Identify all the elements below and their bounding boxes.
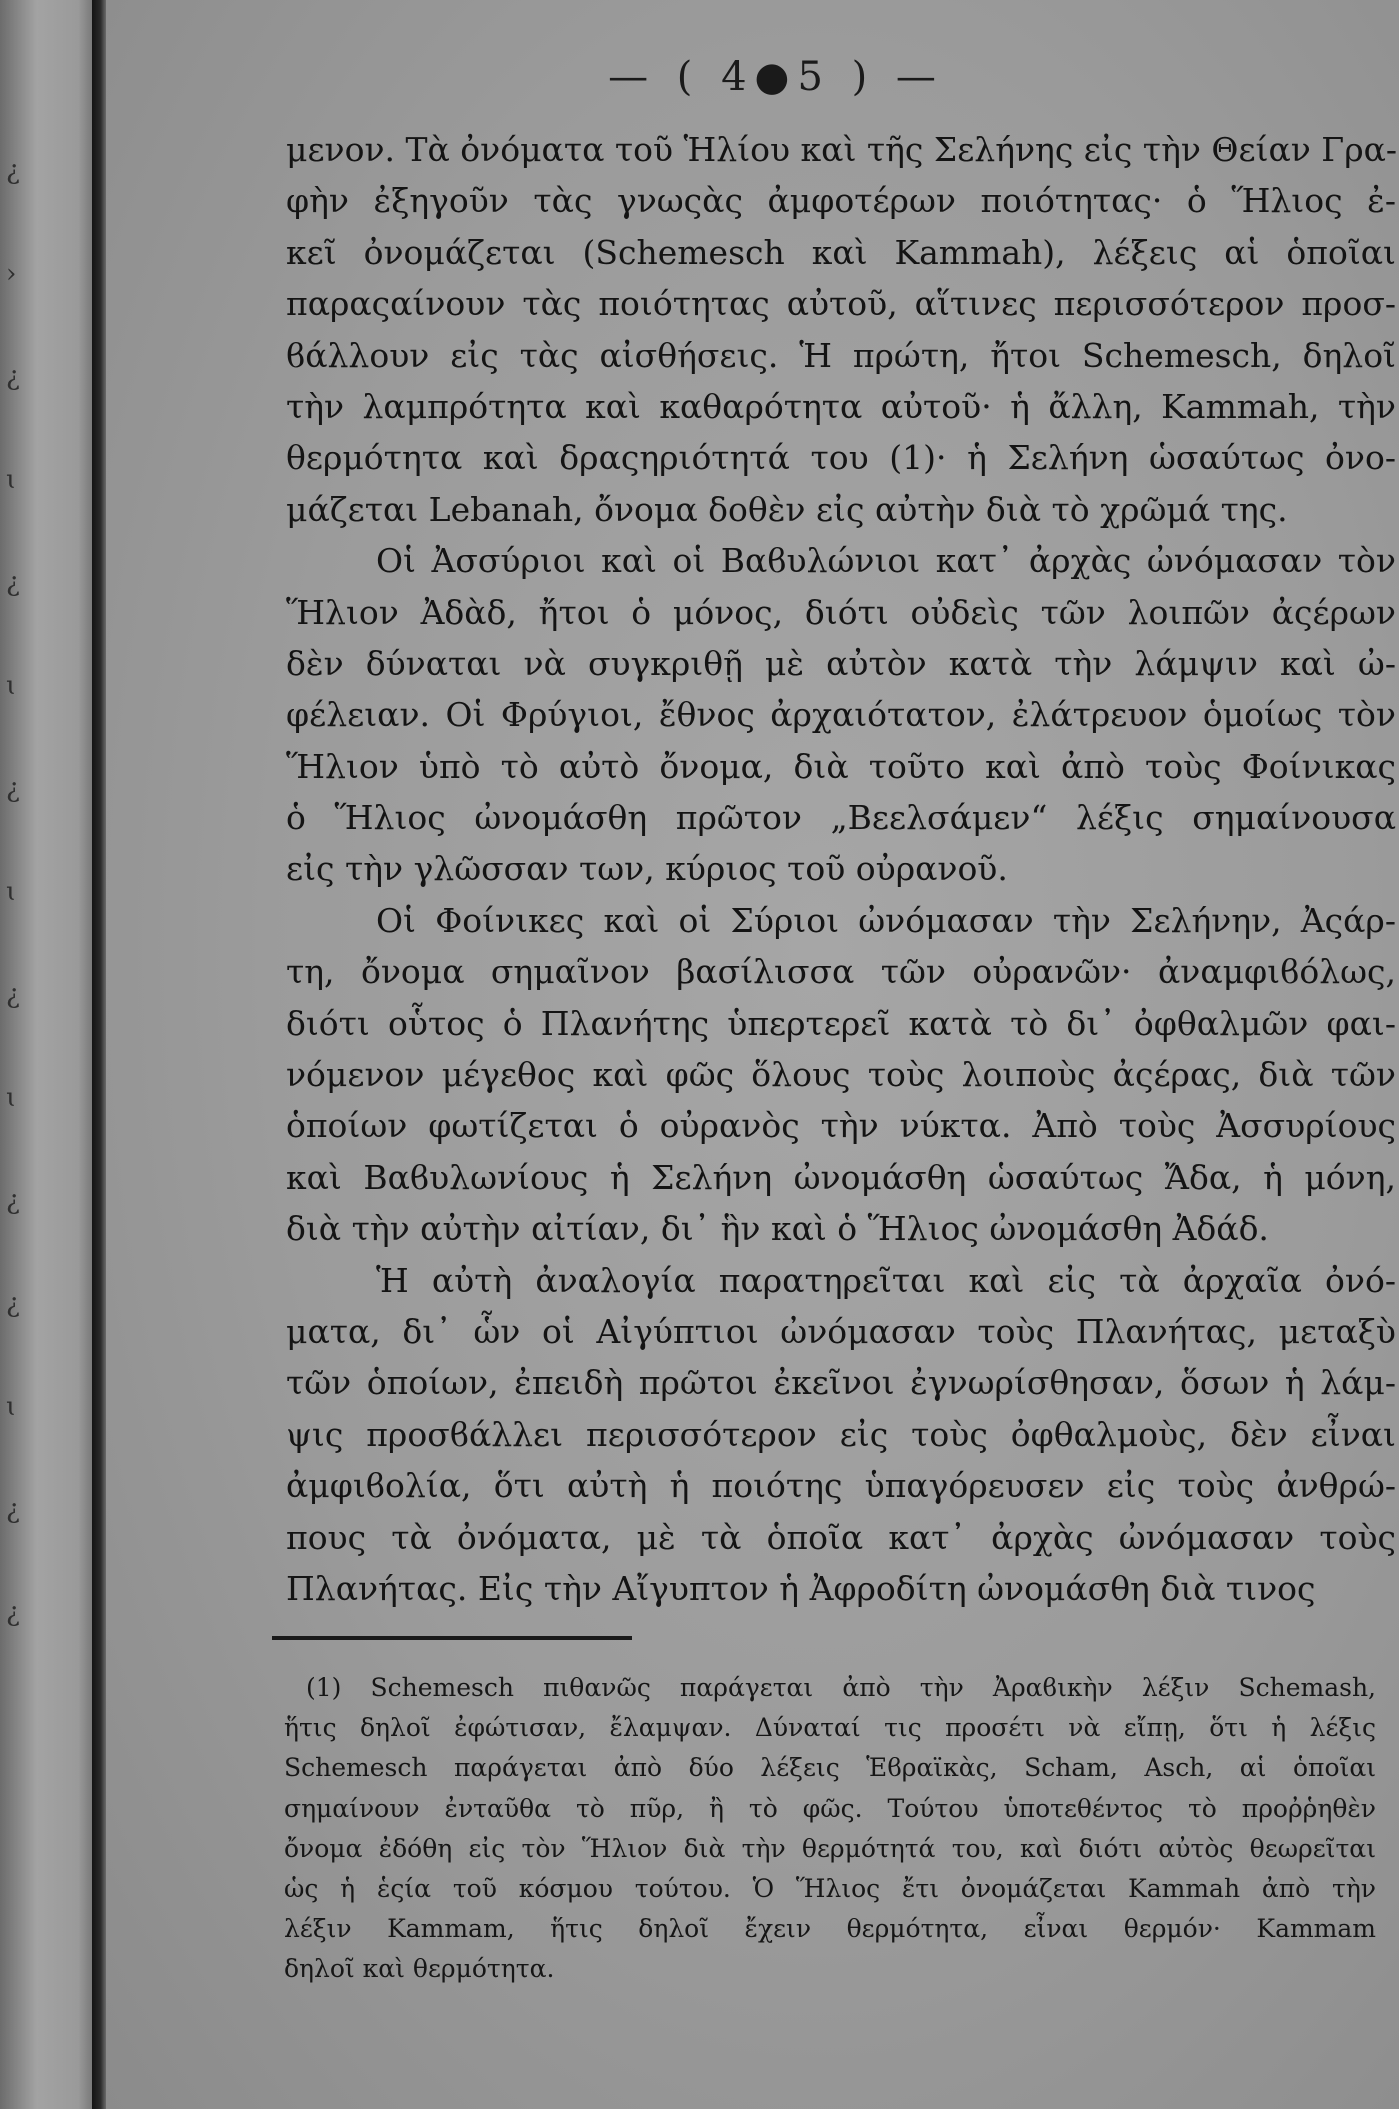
previous-page-glyph: ɩ	[6, 465, 17, 495]
previous-page-glyph: ›	[6, 259, 17, 289]
text-line: θερμότητα καὶ δραςηριότητά του (1)· ἡ Σελήνη ὡσαύτως ὀνο-	[286, 438, 1396, 478]
text-line: ϐάλλουν εἰς τὰς αἰσθήσεις. Ἡ πρώτη, ἤτοι Schemesch, δηλοῖ	[286, 335, 1396, 375]
previous-page-glyph: ɩ	[6, 1392, 17, 1422]
previous-page-edge	[0, 0, 92, 2109]
footnote-line: σημαίνουν ἐνταῦθα τὸ πῦρ, ἢ τὸ φῶς. Τούτου ὑποτεθέντος τὸ προῤῥηθὲν	[284, 1793, 1376, 1823]
previous-page-glyph: ¿	[6, 156, 20, 186]
text-line: φὴν ἐξηγοῦν τὰς γνωςὰς ἀμφοτέρων ποιότητας· ὁ Ἥλιος ἐ-	[286, 181, 1396, 221]
previous-page-glyph: ¿	[6, 774, 20, 804]
text-line: Ἥλιον Ἀδὰδ, ἤτοι ὁ μόνος, διότι οὐδεὶς τῶν λοιπῶν ἀςέρων	[286, 592, 1396, 632]
text-line: ψις προσϐάλλει περισσότερον εἰς τοὺς ὀφθαλμοὺς, δὲν εἶναι	[286, 1414, 1396, 1454]
previous-page-glyph: ɩ	[6, 671, 17, 701]
text-line: ἀμφιϐολία, ὅτι αὐτὴ ἡ ποιότης ὑπαγόρευσεν εἰς τοὺς ἀνθρώ-	[286, 1466, 1396, 1506]
footnote-line: Schemesch παράγεται ἀπὸ δύο λέξεις Ἑϐραϊκὰς, Scham, Asch, αἱ ὁποῖαι	[284, 1753, 1376, 1783]
footnote-divider	[272, 1636, 632, 1640]
text-line: ὁποίων φωτίζεται ὁ οὐρανὸς τὴν νύκτα. Ἀπὸ τοὺς Ἀσσυρίους	[286, 1106, 1396, 1146]
previous-page-glyph: ¿	[6, 1598, 20, 1628]
text-line: ματα, δι᾽ ὧν οἱ Αἰγύπτιοι ὠνόμασαν τοὺς Πλανήτας, μεταξὺ	[286, 1311, 1396, 1351]
previous-page-glyph: ¿	[6, 1289, 20, 1319]
previous-page-marks	[6, 120, 26, 1665]
text-line: νόμενον μέγεθος καὶ φῶς ὅλους τοὺς λοιποὺς ἀςέρας, διὰ τῶν	[286, 1055, 1396, 1095]
main-text-block	[286, 124, 1396, 1614]
footnote-line: δηλοῖ καὶ θερμότητα.	[284, 1954, 555, 1984]
previous-page-glyph: ¿	[6, 980, 20, 1010]
previous-page-glyph: ¿	[6, 1495, 20, 1525]
text-line: Ἥλιον ὑπὸ τὸ αὐτὸ ὄνομα, διὰ τοῦτο καὶ ἀπὸ τοὺς Φοίνικας	[286, 746, 1396, 786]
text-line: διότι οὗτος ὁ Πλανήτης ὑπερτερεῖ κατὰ τὸ δι᾽ ὀφθαλμῶν φαι-	[286, 1003, 1396, 1043]
footnote-line: (1) Schemesch πιθανῶς παράγεται ἀπὸ τὴν Ἀραϐικὴν λέξιν Schemash,	[306, 1673, 1376, 1702]
text-line: Οἱ Φοίνικες καὶ οἱ Σύριοι ὠνόμασαν τὴν Σελήνην, Ἀςάρ-	[376, 900, 1396, 940]
text-line: καὶ Βαϐυλωνίους ἡ Σελήνη ὠνομάσθη ὡσαύτως Ἄδα, ἡ μόνη,	[286, 1157, 1396, 1197]
footnote-line: ἥτις δηλοῖ ἐφώτισαν, ἔλαμψαν. Δύναταί τις προσέτι νὰ εἴπῃ, ὅτι ἡ λέξις	[284, 1713, 1376, 1743]
footnote-line: ὄνομα ἐδόθη εἰς τὸν Ἥλιον διὰ τὴν θερμότητά του, καὶ διότι αὐτὸς θεωρεῖται	[284, 1833, 1376, 1863]
footnote-line: λέξιν Kammam, ἥτις δηλοῖ ἔχειν θερμότητα, εἶναι θερμόν· Kammam	[284, 1914, 1376, 1944]
previous-page-glyph: ¿	[6, 362, 20, 392]
footnote-line: ὡς ἡ ἑςία τοῦ κόσμου τούτου. Ὁ Ἥλιος ἔτι ὀνομάζεται Kammah ἀπὸ τὴν	[284, 1873, 1376, 1903]
text-line: διὰ τὴν αὐτὴν αἰτίαν, δι᾽ ἣν καὶ ὁ Ἥλιος ὠνομάσθη Ἀδάδ.	[286, 1209, 1269, 1249]
book-gutter	[92, 0, 106, 2109]
text-line: ὁ Ἥλιος ὠνομάσθη πρῶτον „Βεελσάμεν“ λέξις σημαίνουσα	[286, 798, 1396, 838]
text-line: δὲν δύναται νὰ συγκριθῇ μὲ αὐτὸν κατὰ τὴν λάμψιν καὶ ὠ-	[286, 643, 1396, 683]
book-page	[106, 0, 1399, 2109]
text-line: μάζεται Lebanah, ὄνομα δοθὲν εἰς αὐτὴν διὰ τὸ χρῶμά της.	[286, 489, 1288, 529]
text-line: Πλανήτας. Εἰς τὴν Αἴγυπτον ἡ Ἀφροδίτη ὠνομάσθη διὰ τινος	[286, 1568, 1316, 1608]
text-line: εἰς τὴν γλῶσσαν των, κύριος τοῦ οὐρανοῦ.	[286, 849, 1008, 889]
text-line: Οἱ Ἀσσύριοι καὶ οἱ Βαϐυλώνιοι κατ᾽ ἀρχὰς ὠνόμασαν τὸν	[376, 541, 1396, 581]
text-line: τη, ὄνομα σημαῖνον βασίλισσα τῶν οὐρανῶν· ἀναμφιϐόλως,	[286, 952, 1396, 992]
previous-page-glyph: ɩ	[6, 877, 17, 907]
text-line: παραςαίνουν τὰς ποιότητας αὐτοῦ, αἵτινες περισσότερον προσ-	[286, 284, 1396, 324]
previous-page-glyph: ɩ	[6, 1083, 17, 1113]
previous-page-glyph: ¿	[6, 568, 20, 598]
text-line: τὴν λαμπρότητα καὶ καθαρότητα αὐτοῦ· ἡ ἄλλη, Kammah, τὴν	[286, 386, 1396, 426]
text-line: μενον. Τὰ ὀνόματα τοῦ Ἡλίου καὶ τῆς Σελήνης εἰς τὴν Θείαν Γρα-	[286, 130, 1398, 169]
text-line: φέλειαν. Οἱ Φρύγιοι, ἔθνος ἀρχαιότατον, ἐλάτρευον ὁμοίως τὸν	[286, 695, 1396, 735]
text-line: κεῖ ὀνομάζεται (Schemesch καὶ Kammah), λέξεις αἱ ὁποῖαι	[286, 232, 1396, 272]
text-line: τῶν ὁποίων, ἐπειδὴ πρῶτοι ἐκεῖνοι ἐγνωρίσθησαν, ὅσων ἡ λάμ-	[286, 1363, 1396, 1403]
footnote-block	[284, 1668, 1376, 1990]
text-line: πους τὰ ὀνόματα, μὲ τὰ ὁποῖα κατ᾽ ἀρχὰς ὠνόμασαν τοὺς	[286, 1517, 1396, 1557]
previous-page-glyph: ¿	[6, 1186, 20, 1216]
page-number-header: — ( 4●5 ) —	[608, 54, 944, 100]
text-line: Ἡ αὐτὴ ἀναλογία παρατηρεῖται καὶ εἰς τὰ ἀρχαῖα ὀνό-	[376, 1260, 1396, 1300]
